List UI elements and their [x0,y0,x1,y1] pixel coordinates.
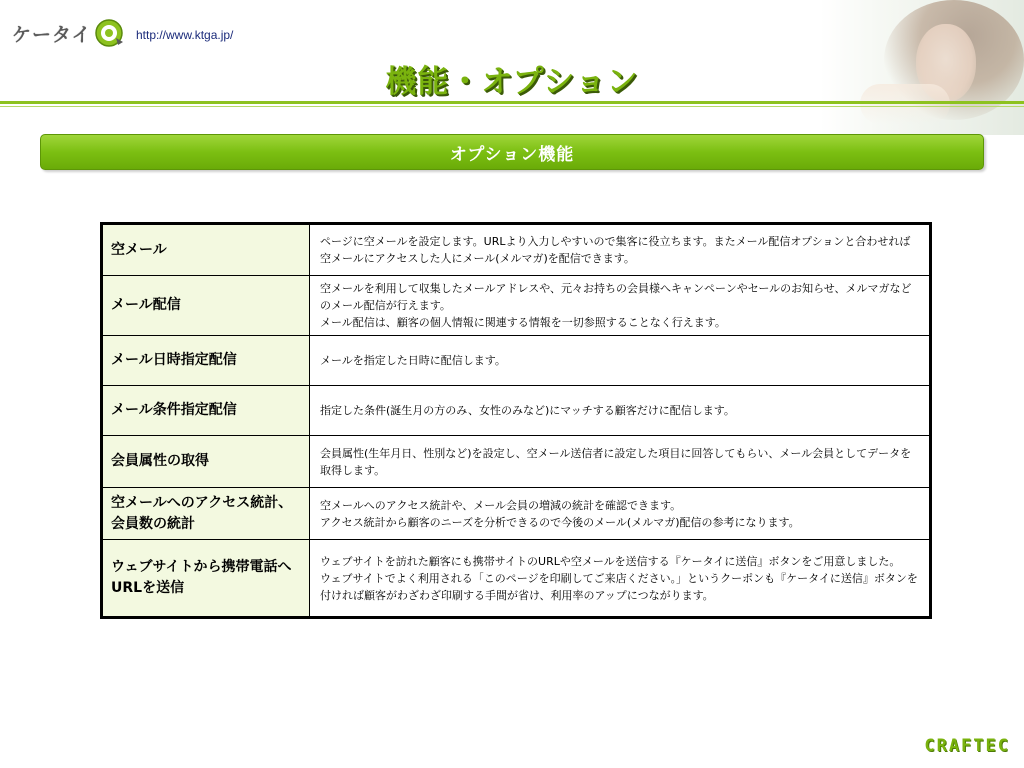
table-row [102,436,931,488]
header-divider [0,101,1024,104]
table-row [102,276,931,336]
banner-label: オプション機能 [449,144,575,165]
option-name: ウェブサイトから携帯電話へURLを送信 [102,540,310,618]
table-row [102,488,931,540]
options-table [100,222,932,619]
option-description: 空メールを利用して収集したメールアドレスや、元々お持ちの会員様へキャンペーンやセールのお知らせ、メルマガなどのメール配信が行えます。 メール配信は、顧客の個人情報に関連する情報を一切参照することなく行えます。 [310,276,931,336]
header-divider-thin [0,106,1024,107]
option-description: ページに空メールを設定します。URLより入力しやすいので集客に役立ちます。またメール配信オプションと合わせれば空メールにアクセスした人にメール(メルマガ)を配信できます。 [310,224,931,276]
logo-mark-icon [94,18,124,48]
option-description: 会員属性(生年月日、性別など)を設定し、空メール送信者に設定した項目に回答してもらい、メール会員としてデータを取得します。 [310,436,931,488]
option-description: メールを指定した日時に配信します。 [310,336,931,386]
option-name: 会員属性の取得 [102,436,310,488]
option-description: 指定した条件(誕生月の方のみ、女性のみなど)にマッチする顧客だけに配信します。 [310,386,931,436]
section-banner [40,134,984,170]
page-title: 機能・オプション [385,64,639,100]
logo-text: ケータイ [12,23,92,46]
option-name: メール条件指定配信 [102,386,310,436]
option-name: メール配信 [102,276,310,336]
logo [12,16,124,50]
option-name: 空メール [102,224,310,276]
brand-logo: CRAFTEC [924,736,1010,756]
option-name: 空メールへのアクセス統計、会員数の統計 [102,488,310,540]
option-description: ウェブサイトを訪れた顧客にも携帯サイトのURLや空メールを送信する『ケータイに送信』ボタンをご用意しました。 ウェブサイトでよく利用される「このページを印刷してご来店ください。」というクーポンも『ケータイに送信』ボタンを付ければ顧客がわざわざ印刷する手間が省け、利用率のアップにつながります。 [310,540,931,618]
table-row [102,336,931,386]
option-description: 空メールへのアクセス統計や、メール会員の増減の統計を確認できます。 アクセス統計から顧客のニーズを分析できるので今後のメール(メルマガ)配信の参考になります。 [310,488,931,540]
option-name: メール日時指定配信 [102,336,310,386]
table-row [102,224,931,276]
table-row [102,540,931,618]
table-row [102,386,931,436]
site-url-link[interactable]: http://www.ktga.jp/ [136,28,234,42]
